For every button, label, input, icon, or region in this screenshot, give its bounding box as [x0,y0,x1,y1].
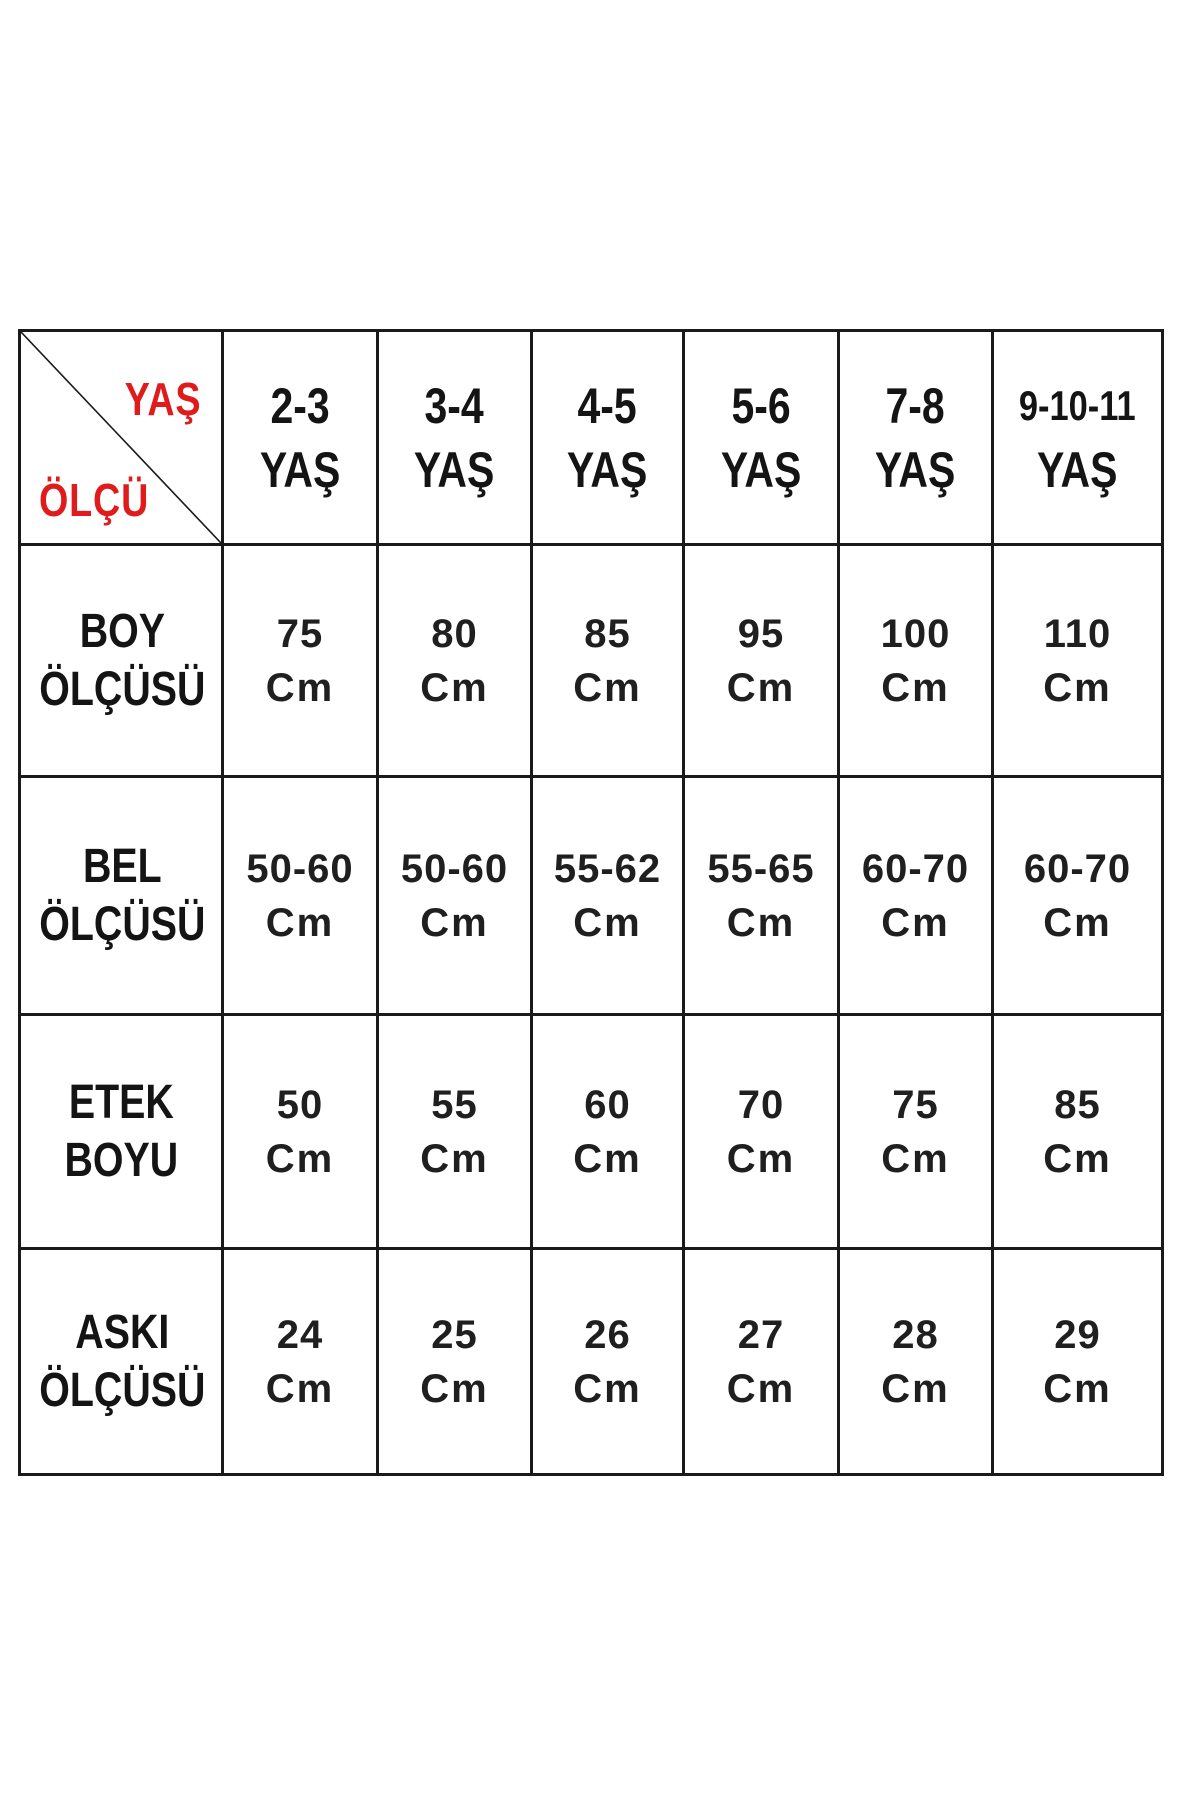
column-header-0 [223,331,378,545]
cell-value: 85 [584,611,631,656]
cell-unit: Cm [881,665,950,710]
cell-unit: Cm [573,900,642,945]
cell-value: 100 [880,611,951,656]
cell-value: 75 [276,611,324,656]
cell-unit: Cm [1043,900,1112,945]
corner-cell [20,331,223,545]
table-cell [993,777,1163,1015]
cell-value: 85 [1054,1082,1101,1127]
row-header-label: BOY [79,604,165,658]
size-chart-table [18,329,1164,1476]
corner-measure-label: ÖLÇÜ [39,474,150,526]
row-header [20,777,223,1015]
table-cell [684,777,839,1015]
column-header-range: 4-5 [577,377,638,434]
row-bel [20,777,1163,1015]
table-cell [839,777,993,1015]
cell-unit: Cm [573,1136,642,1181]
table-cell [532,777,684,1015]
cell-value: 95 [737,611,785,656]
table-cell [532,1015,684,1249]
column-header-range: 5-6 [731,377,791,434]
table-cell [223,1249,378,1475]
cell-value: 70 [737,1082,785,1127]
cell-unit: Cm [1043,1366,1112,1411]
cell-unit: Cm [726,1136,796,1181]
column-header-unit: YAŞ [567,441,648,498]
header-row [20,331,1163,545]
table-cell [684,1249,839,1475]
column-header-range: 3-4 [424,377,485,434]
table-cell [378,1249,532,1475]
table-cell [532,545,684,777]
column-header-unit: YAŞ [875,441,956,498]
table-cell [378,1015,532,1249]
cell-value: 26 [584,1312,631,1357]
table-cell [684,1015,839,1249]
cell-unit: Cm [573,665,642,710]
cell-unit: Cm [420,1366,489,1411]
table-cell [223,545,378,777]
table-cell [839,1249,993,1475]
cell-value: 75 [892,1082,939,1127]
cell-value: 60-70 [1023,846,1132,891]
cell-value: 50-60 [400,846,509,891]
table-cell [223,1015,378,1249]
cell-unit: Cm [265,665,335,710]
row-header-sublabel: ÖLÇÜSÜ [39,1363,206,1417]
cell-unit: Cm [265,1366,335,1411]
cell-unit: Cm [420,665,489,710]
table-cell [378,545,532,777]
column-header-1 [378,331,532,545]
row-header-label: ASKI [75,1305,170,1359]
table-cell [684,545,839,777]
cell-value: 55-62 [553,846,662,891]
table-cell [993,545,1163,777]
row-header-sublabel: BOYU [64,1133,178,1187]
cell-value: 27 [737,1312,785,1357]
column-header-unit: YAŞ [1037,441,1118,498]
column-header-range: 7-8 [885,377,946,434]
column-header-unit: YAŞ [259,441,341,498]
cell-unit: Cm [265,1136,335,1181]
cell-value: 29 [1054,1312,1101,1357]
cell-unit: Cm [420,900,489,945]
row-aski [20,1249,1163,1475]
cell-value: 110 [1043,611,1112,656]
cell-value: 60-70 [861,846,970,891]
column-header-5 [993,331,1163,545]
row-header-sublabel: ÖLÇÜSÜ [39,897,206,951]
cell-unit: Cm [726,1366,796,1411]
row-header-label: BEL [82,839,162,893]
cell-unit: Cm [1043,1136,1112,1181]
column-header-3 [684,331,839,545]
table-cell [532,1249,684,1475]
cell-unit: Cm [726,665,796,710]
row-header-sublabel: ÖLÇÜSÜ [39,662,206,716]
cell-value: 50 [276,1082,324,1127]
corner-age-label: YAŞ [124,373,201,425]
cell-value: 55-65 [707,846,815,891]
row-header [20,545,223,777]
cell-unit: Cm [265,900,335,945]
cell-unit: Cm [420,1136,489,1181]
table-cell [223,777,378,1015]
cell-value: 25 [431,1312,478,1357]
table-cell [839,545,993,777]
cell-value: 80 [431,611,478,656]
column-header-range: 9-10-11 [1019,381,1136,429]
cell-unit: Cm [881,1136,950,1181]
cell-value: 55 [431,1082,478,1127]
row-header-label: ETEK [68,1075,174,1129]
column-header-range: 2-3 [270,377,330,434]
column-header-unit: YAŞ [414,441,495,498]
cell-unit: Cm [573,1366,642,1411]
cell-unit: Cm [881,1366,950,1411]
cell-value: 28 [892,1312,939,1357]
table-cell [993,1249,1163,1475]
cell-value: 60 [584,1082,631,1127]
cell-value: 50-60 [246,846,354,891]
table-cell [378,777,532,1015]
row-header [20,1015,223,1249]
cell-value: 24 [276,1312,324,1357]
table-cell [993,1015,1163,1249]
cell-unit: Cm [1043,665,1112,710]
row-boy [20,545,1163,777]
row-header [20,1249,223,1475]
column-header-unit: YAŞ [720,441,802,498]
cell-unit: Cm [881,900,950,945]
column-header-4 [839,331,993,545]
table-cell [839,1015,993,1249]
column-header-2 [532,331,684,545]
row-etek [20,1015,1163,1249]
cell-unit: Cm [726,900,796,945]
